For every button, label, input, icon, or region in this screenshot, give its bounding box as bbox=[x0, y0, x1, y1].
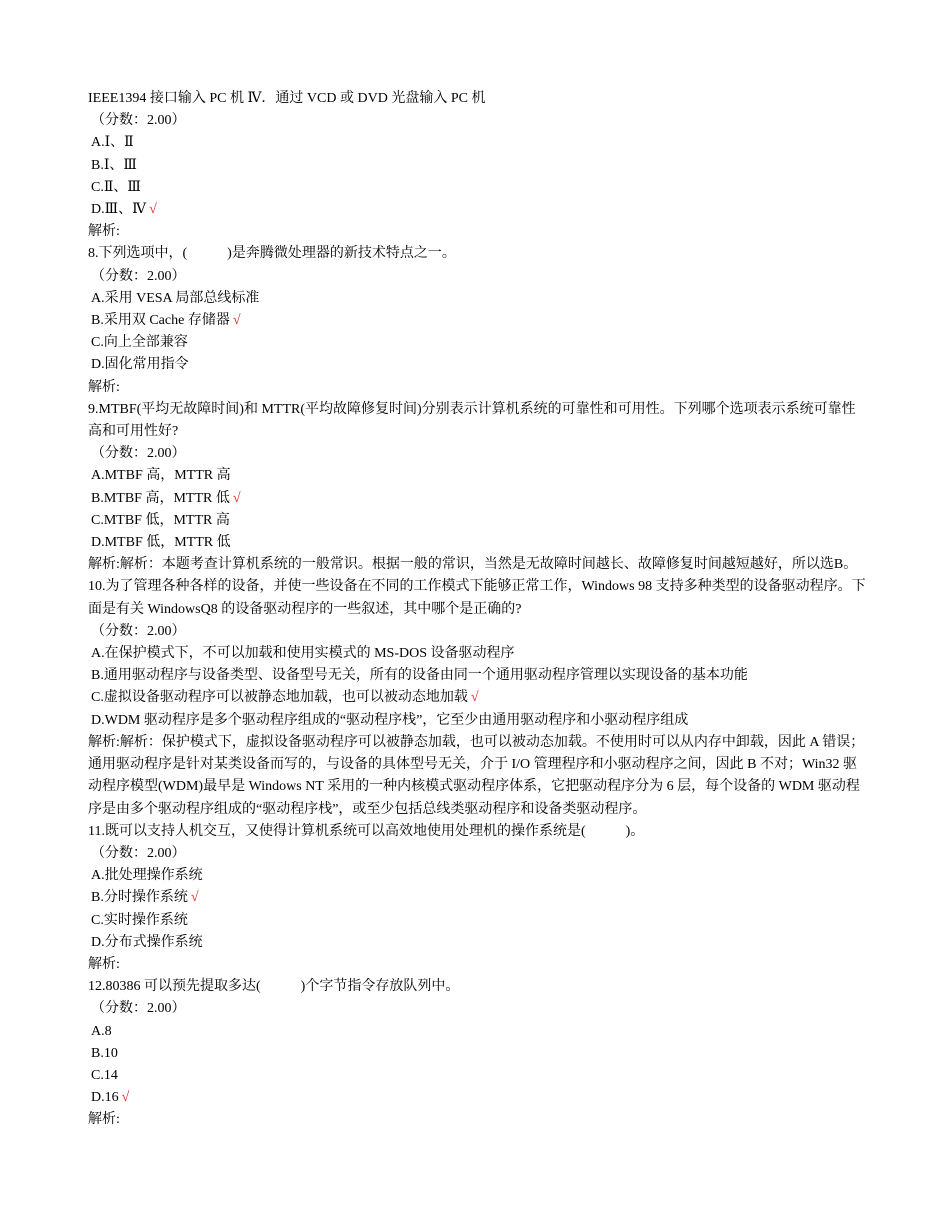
option-d: D.分布式操作系统 bbox=[91, 934, 203, 950]
option-c: C.虚拟设备驱动程序可以被静态地加载，也可以被动态地加载 √ bbox=[91, 690, 479, 706]
option-c: C.14 bbox=[91, 1067, 118, 1083]
option-a: A.8 bbox=[91, 1023, 112, 1039]
option-b: B.Ⅰ、Ⅲ bbox=[91, 157, 137, 173]
question-score: （分数：2.00） bbox=[91, 113, 186, 129]
option-d: D.Ⅲ、Ⅳ √ bbox=[91, 202, 157, 218]
option-a: A.Ⅰ、Ⅱ bbox=[91, 135, 134, 151]
correct-check-icon: √ bbox=[232, 313, 241, 329]
option-d: D.WDM 驱动程序是多个驱动程序组成的“驱动程序栈”，它至少由通用驱动程序和小驱动程序组成 bbox=[91, 712, 689, 728]
question-score: （分数：2.00） bbox=[91, 268, 186, 284]
question-stem: 10.为了管理各种各样的设备，并使一些设备在不同的工作模式下能够正常工作，Windows 98 支持多种类型的设备驱动程序。下面是有关 WindowsQ8 的设备驱动程序的一些叙述，其中哪个是正确的? bbox=[88, 579, 866, 617]
question-8 bbox=[88, 243, 868, 398]
option-c: C.Ⅱ、Ⅲ bbox=[91, 179, 141, 195]
question-score: （分数：2.00） bbox=[91, 446, 186, 462]
option-a: A.MTBF 高，MTTR 高 bbox=[91, 468, 231, 484]
question-stem: 9.MTBF(平均无故障时间)和 MTTR(平均故障修复时间)分别表示计算机系统的可靠性和可用性。下列哪个选项表示系统可靠性高和可用性好? bbox=[88, 401, 856, 440]
question-stem: 11.既可以支持人机交互，又使得计算机系统可以高效地使用处理机的操作系统是( )。 bbox=[88, 823, 645, 839]
option-b: B.10 bbox=[91, 1045, 118, 1061]
question-11 bbox=[88, 821, 868, 976]
option-b: B.分时操作系统 √ bbox=[91, 890, 199, 906]
option-b: B.通用驱动程序与设备类型、设备型号无关，所有的设备由同一个通用驱动程序管理以实现设备的基本功能 bbox=[91, 668, 748, 684]
option-a: A.在保护模式下，不可以加载和使用实模式的 MS-DOS 设备驱动程序 bbox=[91, 646, 515, 662]
option-d: D.固化常用指令 bbox=[91, 357, 189, 373]
question-stem: 8.下列选项中，( )是奔腾微处理器的新技术特点之一。 bbox=[88, 246, 456, 262]
option-a: A.采用 VESA 局部总线标准 bbox=[91, 290, 260, 306]
question-7 bbox=[88, 110, 868, 243]
analysis-text: 解析:解析：本题考查计算机系统的一般常识。根据一般的常识，当然是无故障时间越长、故障修复时间越短越好，所以选B。 bbox=[88, 557, 858, 573]
question-score: （分数：2.00） bbox=[91, 845, 186, 861]
question-9 bbox=[88, 399, 868, 577]
correct-check-icon: √ bbox=[121, 1090, 130, 1106]
option-c: C.实时操作系统 bbox=[91, 912, 188, 928]
option-b: B.MTBF 高，MTTR 低 √ bbox=[91, 490, 241, 506]
option-b: B.采用双 Cache 存储器 √ bbox=[91, 313, 241, 329]
correct-check-icon: √ bbox=[190, 890, 199, 906]
option-a: A.批处理操作系统 bbox=[91, 868, 203, 884]
question-12 bbox=[88, 976, 868, 1131]
analysis-label: 解析: bbox=[88, 224, 120, 240]
analysis-label: 解析: bbox=[88, 1112, 120, 1128]
analysis-text: 解析:解析：保护模式下，虚拟设备驱动程序可以被静态加载，也可以被动态加载。不使用时可以从内存中卸载，因此 A 错误；通用驱动程序是针对某类设备而写的，与设备的具体型号无关，介于 I/O 管理程序和小驱动程序之间，因此 B 不对；Win32 驱动程序模型(WDM)最早是 Windows NT 采用的一种内核模式驱动程序体系，它把驱动程序分为 6 层，每个设备的 WDM 驱动程序是由多个驱动程序组成的“驱动程序栈”，或至少包括总线类驱动程序和设备类驱动程序。 bbox=[88, 734, 865, 817]
option-c: C.向上全部兼容 bbox=[91, 335, 188, 351]
option-d: D.MTBF 低，MTTR 低 bbox=[91, 535, 231, 551]
question-score: （分数：2.00） bbox=[91, 623, 186, 639]
correct-check-icon: √ bbox=[149, 202, 157, 218]
question-10 bbox=[88, 576, 868, 820]
question-stem: 12.80386 可以预先提取多达( )个字节指令存放队列中。 bbox=[88, 979, 460, 995]
analysis-label: 解析: bbox=[88, 956, 120, 972]
analysis-label: 解析: bbox=[88, 379, 120, 395]
correct-check-icon: √ bbox=[232, 490, 241, 506]
question-intro-text: IEEE1394 接口输入 PC 机 Ⅳ．通过 VCD 或 DVD 光盘输入 PC 机 bbox=[88, 91, 486, 106]
document-body bbox=[88, 88, 868, 1132]
question-score: （分数：2.00） bbox=[91, 1001, 186, 1017]
correct-check-icon: √ bbox=[470, 690, 479, 706]
option-c: C.MTBF 低，MTTR 高 bbox=[91, 512, 230, 528]
option-d: D.16 √ bbox=[91, 1090, 130, 1106]
